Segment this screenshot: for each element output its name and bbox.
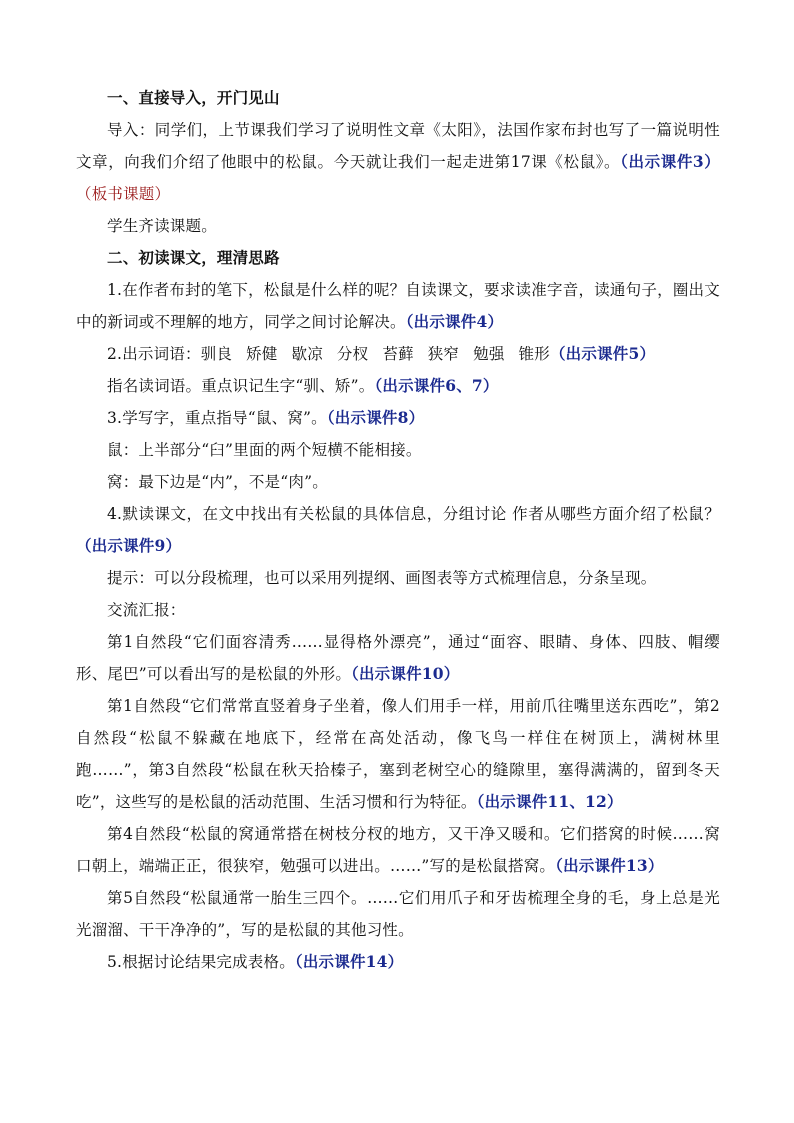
step-3-text: 3.学写字，重点指导“鼠、窝”。 bbox=[107, 409, 327, 427]
paragraph-step-2 bbox=[76, 338, 720, 370]
paragraph-wo-note: 窝：最下边是“内”，不是“肉”。 bbox=[107, 473, 328, 491]
intro-text: 导入：同学们，上节课我们学习了说明性文章《太阳》，法国作家布封也写了一篇说明性文章，向我们介绍了他眼中的松鼠。今天就让我们一起走进第17课《松鼠》。 bbox=[76, 121, 720, 171]
report-2-text: 第1自然段“它们常常直竖着身子坐着，像人们用手一样，用前爪往嘴里送东西吃”，第2自然段“松鼠不躲藏在地底下，经常在高处活动，像飞鸟一样住在树顶上，满树林里跑……”，第3自然段“松鼠在秋天拾榛子，塞到老树空心的缝隙里，塞得满满的，留到冬天吃”，这些写的是松鼠的活动范围、生活习惯和行为特征。 bbox=[76, 697, 720, 811]
report-1-text: 第1自然段“它们面容清秀……显得格外漂亮”，通过“面容、眼睛、身体、四肢、帽缨形、尾巴”可以看出写的是松鼠的外形。 bbox=[76, 633, 720, 683]
section-heading-1: 一、直接导入，开门见山 bbox=[107, 88, 280, 107]
paragraph-shu-note: 鼠：上半部分“臼”里面的两个短横不能相接。 bbox=[107, 441, 422, 459]
courseware-tag-14: （出示课件14） bbox=[294, 952, 404, 971]
vocab-word: 歇凉 bbox=[291, 345, 323, 363]
board-note: （板书课题） bbox=[76, 185, 171, 203]
courseware-tag-11-12: （出示课件11、12） bbox=[476, 792, 623, 811]
step-4-text: 4.默读课文，在文中找出有关松鼠的具体信息，分组讨论 作者从哪些方面介绍了松鼠？ bbox=[107, 505, 720, 523]
paragraph-hint: 提示：可以分段梳理，也可以采用列提纲、画图表等方式梳理信息，分条呈现。 bbox=[107, 569, 657, 587]
courseware-tag-9: （出示课件9） bbox=[76, 536, 182, 555]
report-3-text: 第4自然段“松鼠的窝通常搭在树枝分杈的地方，又干净又暖和。它们搭窝的时候……窝口朝上，端端正正，很狭窄，勉强可以进出。……”写的是松鼠搭窝。 bbox=[76, 825, 720, 875]
courseware-tag-8: （出示课件8） bbox=[326, 408, 425, 427]
paragraph-step-1 bbox=[76, 274, 720, 338]
courseware-tag-10: （出示课件10） bbox=[351, 664, 460, 683]
vocab-word: 苔藓 bbox=[382, 345, 414, 363]
vocab-word: 狭窄 bbox=[427, 345, 460, 363]
paragraph-read-title: 学生齐读课题。 bbox=[107, 217, 217, 235]
step-5-text: 5.根据讨论结果完成表格。 bbox=[107, 953, 295, 971]
paragraph-report-2 bbox=[76, 690, 720, 818]
section-heading-2: 二、初读课文，理清思路 bbox=[107, 248, 280, 267]
vocab-word: 矫健 bbox=[246, 345, 278, 363]
step-2-label: 2.出示词语： bbox=[107, 345, 201, 363]
courseware-tag-13: （出示课件13） bbox=[555, 856, 664, 875]
paragraph-step-5 bbox=[76, 946, 720, 978]
paragraph-report-label: 交流汇报： bbox=[107, 601, 186, 619]
courseware-tag-6-7: （出示课件6、7） bbox=[374, 376, 499, 395]
lesson-content bbox=[76, 82, 720, 978]
courseware-tag-4: （出示课件4） bbox=[405, 312, 504, 331]
paragraph-report-3 bbox=[76, 818, 720, 882]
vocab-word: 分杈 bbox=[336, 345, 369, 363]
read-words-text: 指名读词语。重点识记生字“驯、矫”。 bbox=[107, 377, 375, 395]
courseware-tag-5: （出示课件5） bbox=[549, 344, 656, 363]
vocab-word: 驯良 bbox=[200, 345, 233, 363]
paragraph-report-4: 第5自然段“松鼠通常一胎生三四个。……它们用爪子和牙齿梳理全身的毛，身上总是光光溜溜、干干净净的”，写的是松鼠的其他习性。 bbox=[76, 889, 720, 939]
vocab-word: 锥形 bbox=[518, 345, 550, 363]
paragraph-step-4 bbox=[76, 498, 720, 562]
step-1-text: 1.在作者布封的笔下，松鼠是什么样的呢？自读课文，要求读准字音，读通句子，圈出文中的新词或不理解的地方，同学之间讨论解决。 bbox=[76, 281, 720, 331]
paragraph-report-1 bbox=[76, 626, 720, 690]
paragraph-intro bbox=[76, 114, 720, 210]
vocab-word: 勉强 bbox=[473, 345, 505, 363]
courseware-tag-3: （出示课件3） bbox=[620, 152, 721, 171]
paragraph-read-words bbox=[76, 370, 720, 402]
paragraph-step-3 bbox=[76, 402, 720, 434]
